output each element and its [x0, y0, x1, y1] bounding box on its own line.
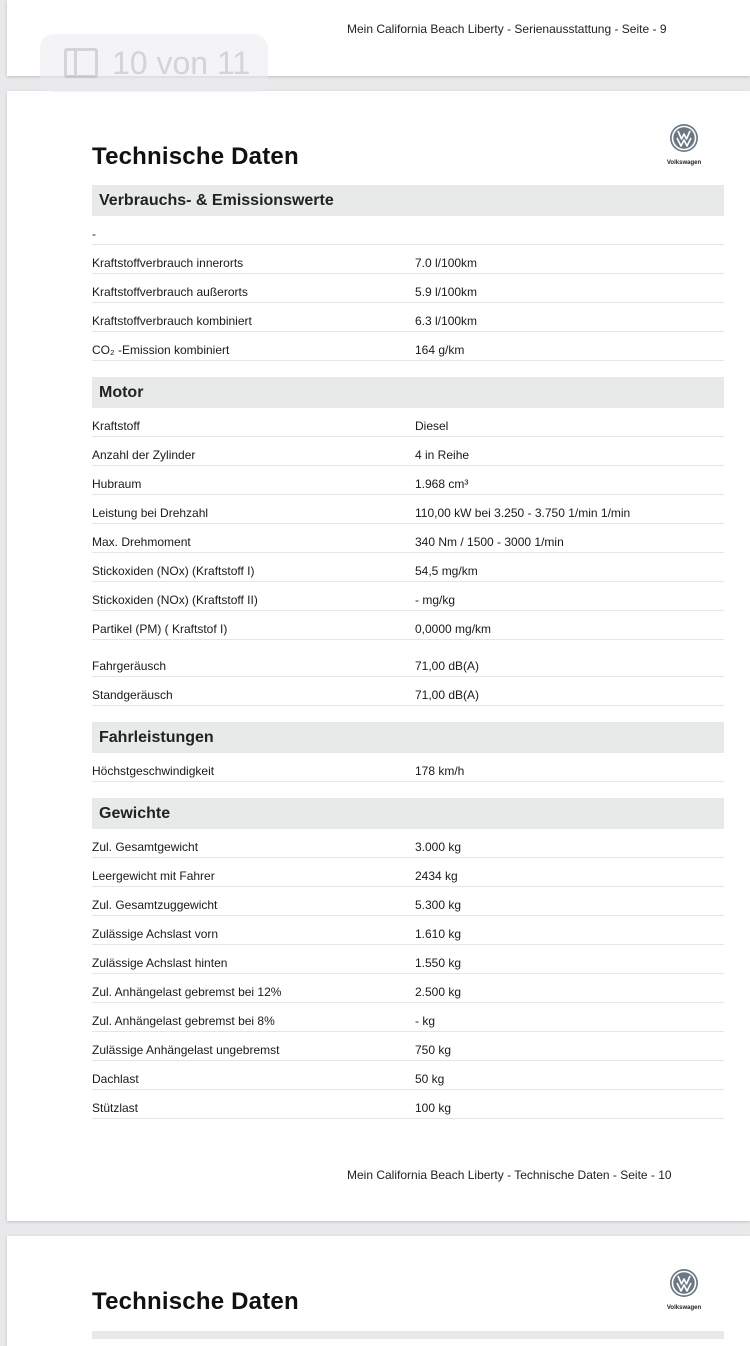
spec-row: [92, 553, 724, 582]
spec-value: 71,00 dB(A): [415, 688, 480, 702]
spec-label: Zul. Anhängelast gebremst bei 8%: [92, 1014, 275, 1028]
spec-label: Leergewicht mit Fahrer: [92, 869, 215, 883]
spec-row: [92, 332, 724, 361]
spec-value: Diesel: [415, 419, 449, 433]
spec-row: [92, 887, 724, 916]
spec-label: Höchstgeschwindigkeit: [92, 764, 215, 778]
spec-value: 50 kg: [415, 1072, 445, 1086]
spec-label: Zulässige Achslast hinten: [92, 956, 228, 970]
spec-label: Zulässige Achslast vorn: [92, 927, 219, 941]
spec-label: -: [92, 227, 96, 241]
spec-row: [92, 611, 724, 640]
spec-label: Stickoxiden (NOx) (Kraftstoff II): [92, 593, 258, 607]
spec-value: 100 kg: [415, 1101, 452, 1115]
vw-emblem-icon: [669, 123, 699, 153]
spec-value: 2.500 kg: [415, 985, 462, 999]
spec-label: Zul. Anhängelast gebremst bei 12%: [92, 985, 282, 999]
spec-label: Stickoxiden (NOx) (Kraftstoff I): [92, 564, 255, 578]
spec-row: [92, 1090, 724, 1119]
spec-value: 178 km/h: [415, 764, 465, 778]
spec-label: Anzahl der Zylinder: [92, 448, 196, 462]
spec-value: 5.9 l/100km: [415, 285, 478, 299]
spec-row: [92, 677, 724, 706]
page-footer: Mein California Beach Liberty - Technische Daten - Seite - 10: [347, 1168, 672, 1182]
spec-row: [92, 408, 724, 437]
spec-row: [92, 974, 724, 1003]
spec-row: [92, 303, 724, 332]
spec-row: [92, 945, 724, 974]
volkswagen-logo: [659, 1268, 709, 1311]
spec-row: [92, 753, 724, 782]
logo-text: Volkswagen: [666, 160, 702, 166]
spec-value: 164 g/km: [415, 343, 465, 357]
spec-value: 1.550 kg: [415, 956, 462, 970]
spec-label: Max. Drehmoment: [92, 535, 191, 549]
spec-row: [92, 495, 724, 524]
spec-label: Zul. Gesamtzuggewicht: [92, 898, 218, 912]
spec-row: [92, 1003, 724, 1032]
spec-value: 1.968 cm³: [415, 477, 469, 491]
spec-value: 0,0000 mg/km: [415, 622, 492, 636]
logo-text: Volkswagen: [666, 1305, 702, 1311]
spec-row: [92, 274, 724, 303]
section-header-strip: [92, 1331, 724, 1339]
spec-row: [92, 648, 724, 677]
spec-value: 7.0 l/100km: [415, 256, 478, 270]
section-header-weights: Gewichte: [92, 798, 724, 829]
page-indicator-label: 10 von 11: [112, 44, 251, 81]
page-title: Technische Daten: [92, 143, 299, 170]
current-page: [7, 91, 750, 1221]
spec-row: [92, 466, 724, 495]
spec-row: [92, 916, 724, 945]
spec-label: CO₂ -Emission kombiniert: [92, 343, 230, 357]
spec-value: 3.000 kg: [415, 840, 462, 854]
sidebar-icon: [64, 48, 98, 78]
page-indicator: [40, 34, 268, 92]
spec-label: Hubraum: [92, 477, 142, 491]
section-header-emissions: Verbrauchs- & Emissionswerte: [92, 185, 724, 216]
spec-row: [92, 245, 724, 274]
spec-label: Leistung bei Drehzahl: [92, 506, 209, 520]
spec-value: 71,00 dB(A): [415, 659, 480, 673]
spec-value: 110,00 kW bei 3.250 - 3.750 1/min 1/min: [415, 506, 631, 520]
spec-value: 750 kg: [415, 1043, 452, 1057]
spec-value: 54,5 mg/km: [415, 564, 478, 578]
spec-row: [92, 437, 724, 466]
spec-label: Kraftstoff: [92, 419, 140, 433]
spec-label: Standgeräusch: [92, 688, 173, 702]
spec-row: [92, 1032, 724, 1061]
spec-label: Dachlast: [92, 1072, 139, 1086]
spec-value: - mg/kg: [415, 593, 456, 607]
spec-label: Kraftstoffverbrauch innerorts: [92, 256, 244, 270]
spec-label: Partikel (PM) ( Kraftstof I): [92, 622, 228, 636]
spec-row: [92, 1061, 724, 1090]
spec-row: [92, 216, 724, 245]
page-footer: Mein California Beach Liberty - Serienausstattung - Seite - 9: [347, 22, 667, 36]
volkswagen-logo: [659, 123, 709, 166]
spec-row: [92, 524, 724, 553]
section-header-performance: Fahrleistungen: [92, 722, 724, 753]
spec-value: 4 in Reihe: [415, 448, 470, 462]
spec-label: Fahrgeräusch: [92, 659, 167, 673]
vw-emblem-icon: [669, 1268, 699, 1298]
spec-label: Zul. Gesamtgewicht: [92, 840, 199, 854]
spec-value: 5.300 kg: [415, 898, 462, 912]
page-title: Technische Daten: [92, 1288, 299, 1315]
spec-value: 2434 kg: [415, 869, 458, 883]
next-page: [7, 1236, 750, 1346]
spec-label: Stützlast: [92, 1101, 139, 1115]
spec-label: Kraftstoffverbrauch außerorts: [92, 285, 248, 299]
spec-value: 6.3 l/100km: [415, 314, 478, 328]
spec-row: [92, 582, 724, 611]
spec-label: Zulässige Anhängelast ungebremst: [92, 1043, 280, 1057]
spec-row: [92, 858, 724, 887]
spec-value: - kg: [415, 1014, 436, 1028]
spec-table: [92, 185, 724, 1119]
spec-value: 1.610 kg: [415, 927, 462, 941]
spec-label: Kraftstoffverbrauch kombiniert: [92, 314, 252, 328]
spec-row: [92, 829, 724, 858]
section-header-motor: Motor: [92, 377, 724, 408]
spec-value: 340 Nm / 1500 - 3000 1/min: [415, 535, 564, 549]
